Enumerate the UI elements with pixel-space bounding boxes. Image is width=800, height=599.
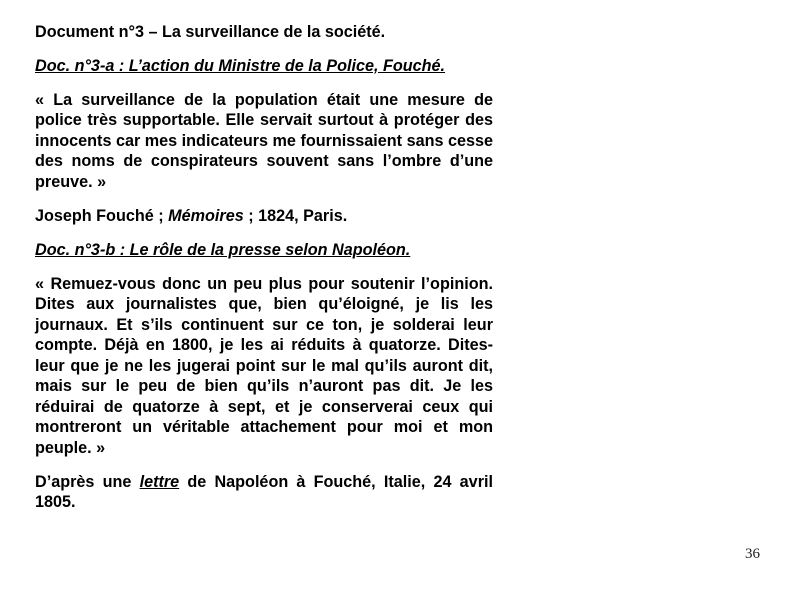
doc-a-source-rest: ; 1824, Paris. xyxy=(243,206,348,225)
doc-a-heading: Doc. n°3-a : L’action du Ministre de la Police, Fouché. xyxy=(35,56,446,75)
slide-content xyxy=(35,22,493,526)
doc-b-heading: Doc. n°3-b : Le rôle de la presse selon Napoléon. xyxy=(35,240,411,259)
doc-b-source-work: lettre xyxy=(139,472,180,491)
doc-a-source-work: Mémoires xyxy=(168,206,244,225)
doc-a-source-author: Joseph Fouché ; xyxy=(35,206,169,225)
doc-b-source xyxy=(35,472,493,513)
document-title: Document n°3 – La surveillance de la société. xyxy=(35,23,386,41)
page-number: 36 xyxy=(745,546,760,562)
doc-b-source-before: D’après une xyxy=(35,472,140,491)
doc-b-source-after: de Napoléon à Fouché, Italie, 24 avril 1805. xyxy=(35,472,493,511)
doc-a-source xyxy=(35,206,493,227)
doc-a-quote: « La surveillance de la population était une mesure de police très supportable. Elle servait surtout à protéger des innocents car mes indicateurs me fournissaient sans cesse des noms de conspirateurs souvent sans l’ombre d’une preuve. » xyxy=(35,90,493,191)
doc-b-quote: « Remuez-vous donc un peu plus pour soutenir l’opinion. Dites aux journalistes que, bien qu’éloigné, je lis les journaux. Et s’ils continuent sur ce ton, je solderai leur compte. Déjà en 1800, je les ai réduits à quatorze. Dites-leur que je ne les jugerai point sur le mal qu’ils auront dit, mais sur le peu de bien qu’ils n’auront pas dit. Je les réduirai de quatorze à sept, et je conserverai ceux qui montreront un véritable attachement pour moi et mon peuple. » xyxy=(35,274,493,457)
